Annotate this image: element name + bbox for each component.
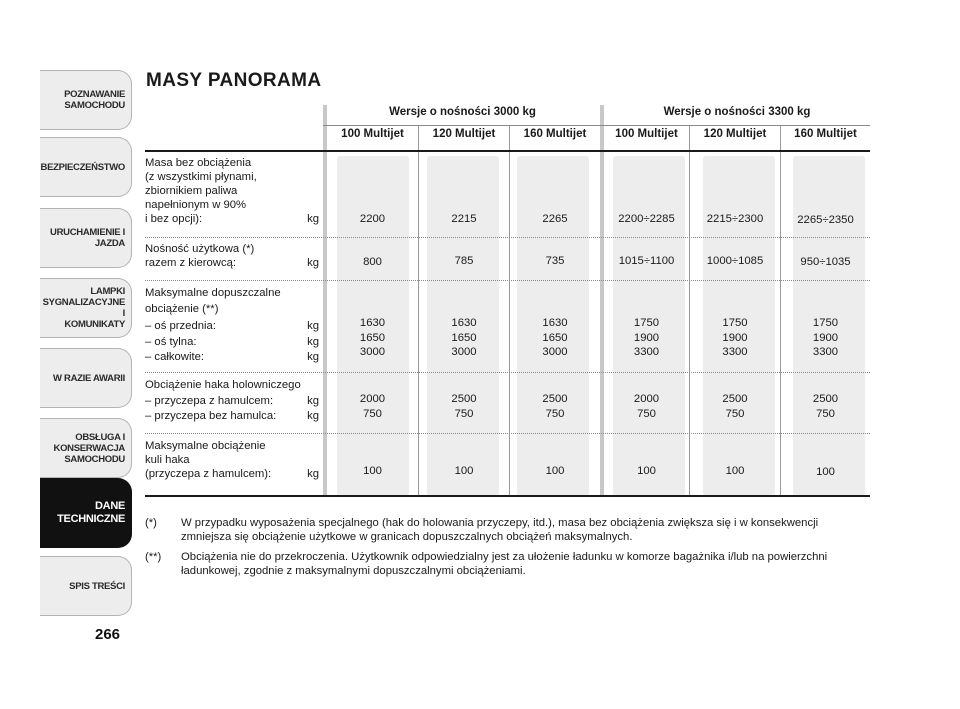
tab-obsluga-i-konserwacja[interactable]: OBSŁUGA I KONSERWACJA SAMOCHODU (40, 418, 132, 478)
table-bottom-rule (145, 495, 870, 497)
table-cell: 100 (725, 465, 745, 477)
row-divider (145, 280, 870, 281)
page-number: 266 (95, 626, 121, 643)
table-cell: 1630 1650 3000 (542, 317, 568, 358)
table-cell: 2200 (359, 213, 386, 225)
table-cell: 2500 750 (451, 393, 477, 420)
table-cell: 1000÷1085 (706, 255, 764, 267)
table-cell: 2215÷2300 (706, 213, 764, 225)
unit-label: kg (307, 351, 319, 363)
weights-table (145, 100, 870, 498)
unit-label: kg (307, 394, 319, 407)
row-label-maksymalne-obciazenie: Maksymalne dopuszczalne obciążenie (**) – oś przednia: kg – oś tylna: kg – całkowite: kg (145, 286, 319, 366)
table-cell: 1630 1650 3000 (359, 317, 386, 358)
table-cell: 785 (454, 255, 474, 267)
group-header-3000: Wersje o nośności 3000 kg (389, 106, 536, 118)
column-header: 100 Multijet (615, 128, 678, 140)
column-header: 160 Multijet (794, 128, 857, 140)
table-cell: 2000 750 (359, 393, 386, 420)
unit-label: kg (307, 335, 319, 348)
table-cell: 2500 750 (542, 393, 568, 420)
table-cell: 100 (454, 465, 474, 477)
unit-label: kg (307, 410, 319, 422)
table-cell: 2500 750 (812, 393, 839, 420)
table-cell: 1750 1900 3300 (722, 317, 748, 358)
footnote-text: Obciążenia nie do przekroczenia. Użytkownik odpowiedzialny jest za ułożenie ładunku w komorze bagażnika i/lub na powierzchni ładunkowej, zgodnie z maksymalnymi dopuszczalnymi obciążeniami. (181, 551, 828, 577)
footnote (145, 550, 865, 578)
table-cell: 2500 750 (722, 393, 748, 420)
footnote-text: W przypadku wyposażenia specjalnego (hak do holowania przyczepy, itd.), masa bez obciążenia zwiększa się i w konsekwencji zmniejsza się obciążenie użytkowe w granicach dopuszczalnych obciążeń maksymalnych. (181, 517, 819, 543)
row-label-nosnosc-uzytkowa: Nośność użytkowa (*) razem z kierowcą: kg (145, 243, 319, 269)
table-cell: 100 (816, 466, 835, 478)
table-cell: 1750 1900 3300 (633, 317, 660, 358)
column-separator (509, 125, 510, 497)
footnote-mark: (**) (145, 551, 162, 563)
group-header-3300: Wersje o nośności 3300 kg (663, 106, 811, 118)
tab-w-razie-awarii[interactable]: W RAZIE AWARII (40, 348, 132, 408)
column-header: 100 Multijet (341, 128, 404, 140)
table-cell: 2215 (451, 213, 477, 225)
tab-poznawanie-samochodu[interactable]: POZNAWANIE SAMOCHODU (40, 70, 132, 130)
tab-spis-tresci[interactable]: SPIS TREŚCI (40, 556, 132, 616)
row-divider (145, 433, 870, 434)
table-cell: 800 (363, 256, 382, 268)
table-cell: 2000 750 (633, 393, 660, 420)
unit-label: kg (307, 213, 319, 225)
table-cell: 735 (545, 255, 565, 267)
column-separator (780, 125, 781, 497)
unit-label: kg (307, 257, 319, 269)
table-cell: 100 (545, 465, 565, 477)
table-cell: 1750 1900 3300 (812, 317, 839, 358)
table-cell: 2265 (542, 213, 568, 225)
row-label-obciazenie-haka: Obciążenie haka holowniczego – przyczepa z hamulcem: kg – przyczepa bez hamulca: kg (145, 378, 319, 425)
row-label-masa-bez-obciazenia: Masa bez obciążenia (z wszystkimi płynami, zbiornikiem paliwa napełnionym w 90% i bez opcji): kg (145, 157, 319, 225)
unit-label: kg (307, 468, 319, 480)
table-cell: 100 (363, 465, 382, 477)
page-title: MASY PANORAMA (146, 70, 322, 91)
table-cell: 1630 1650 3000 (451, 317, 477, 358)
unit-label: kg (307, 320, 319, 332)
column-header: 120 Multijet (703, 128, 767, 140)
table-cell: 2265÷2350 (797, 214, 854, 226)
footnotes (145, 516, 865, 584)
row-label-obciazenie-kuli-haka: Maksymalne obciążenie kuli haka (przyczepa z hamulcem): kg (145, 440, 319, 480)
tab-dane-techniczne[interactable]: DANE TECHNICZNE (40, 478, 132, 548)
header-bottom-rule (145, 150, 870, 152)
tab-uruchamienie-i-jazda[interactable]: URUCHAMIENIE I JAZDA (40, 208, 132, 268)
tab-bezpieczenstwo[interactable]: BEZPIECZEŃSTWO (40, 137, 132, 197)
table-cell: 1015÷1100 (618, 255, 675, 267)
table-cell: 950÷1035 (800, 256, 851, 268)
column-separator (418, 125, 419, 497)
tab-lampki-sygnalizacyjne[interactable]: LAMPKI SYGNALIZACYJNE I KOMUNIKATY (40, 278, 132, 338)
table-cell: 100 (637, 465, 656, 477)
column-header: 160 Multijet (523, 128, 587, 140)
row-divider (145, 372, 870, 373)
table-cell: 2200÷2285 (618, 213, 675, 225)
column-separator (689, 125, 690, 497)
footnote-mark: (*) (145, 517, 157, 529)
row-divider (145, 237, 870, 238)
header-divider (323, 125, 870, 126)
column-header: 120 Multijet (432, 128, 496, 140)
footnote (145, 516, 865, 544)
column-separator (323, 105, 327, 497)
group-separator (600, 105, 604, 497)
